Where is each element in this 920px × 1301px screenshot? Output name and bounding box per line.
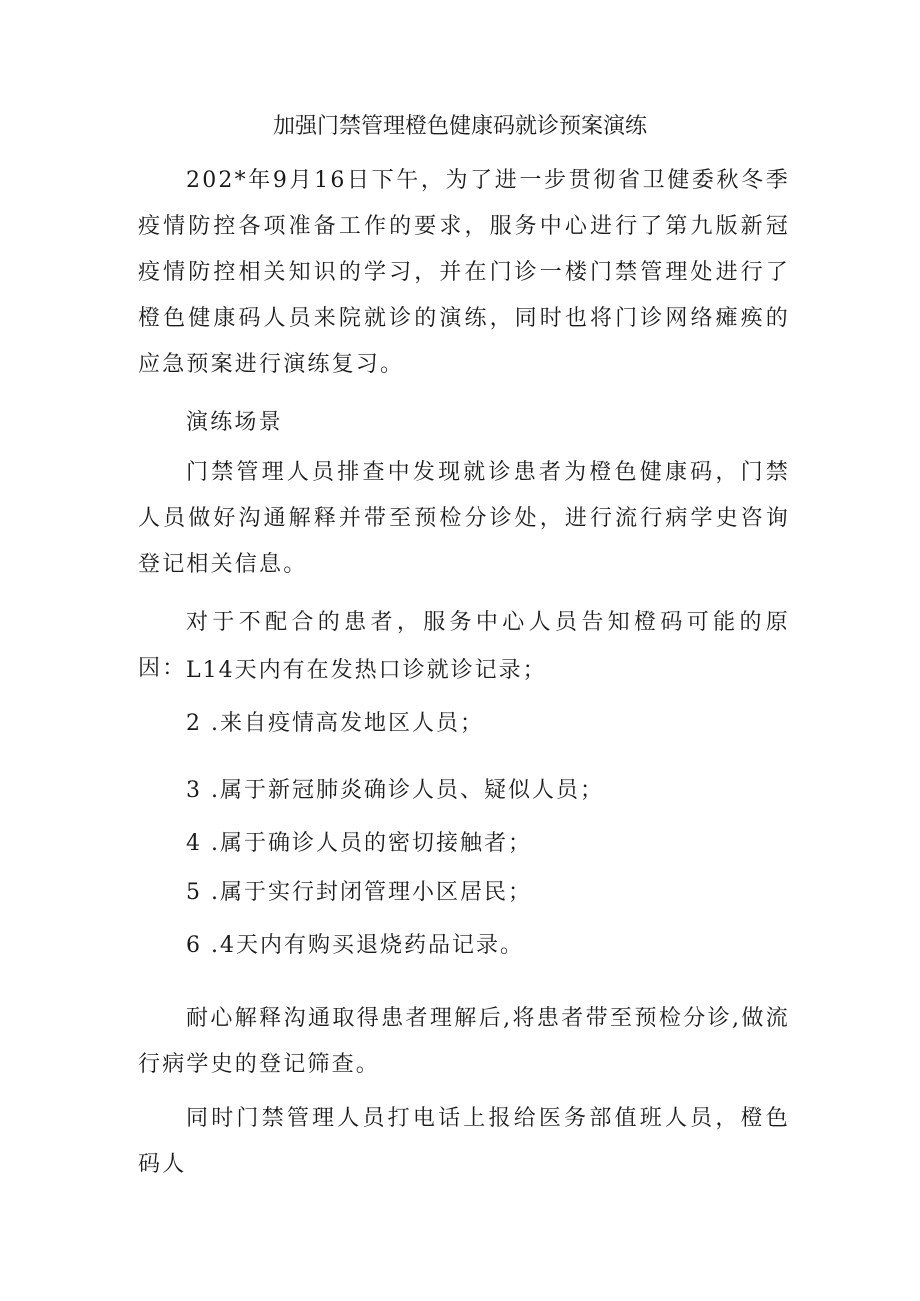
reason-list-item: 5 .属于实行封闭管理小区居民；	[186, 880, 532, 905]
scene-heading: 演练场景	[186, 410, 283, 435]
intro-paragraph: 202*年9月16日下午，为了进一步贯彻省卫健委秋冬季疫情防控各项准备工作的要求，服务中心进行了第九版新冠疫情防控相关知识的学习，并在门诊一楼门禁管理处进行了橙色健康码人员来院就诊的演练，同时也将门诊网络瘫痪的应急预案进行演练复习。	[138, 168, 790, 377]
document-title: 加强门禁管理橙色健康码就诊预案演练	[272, 114, 647, 139]
reason-list-item: 6 .4天内有购买退烧药品记录。	[186, 933, 524, 958]
reason-list-item: 2 .来自疫情高发地区人员；	[186, 711, 484, 736]
reason-list-item: L14天内有在发热口诊就诊记录；	[186, 658, 547, 683]
reason-list-item: 4 .属于确诊人员的密切接触者；	[186, 831, 532, 856]
reasons-intro-paragraph: 对于不配合的患者，服务中心人员告知橙码可能的原因：	[138, 610, 790, 681]
reason-list-item: 3 .属于新冠肺炎确诊人员、疑似人员；	[186, 778, 604, 803]
scene-paragraph: 门禁管理人员排查中发现就诊患者为橙色健康码，门禁人员做好沟通解释并带至预检分诊处，进行流行病学史咨询登记相关信息。	[138, 460, 790, 577]
report-paragraph: 同时门禁管理人员打电话上报给医务部值班人员，橙色码人	[138, 1106, 790, 1177]
after-explain-paragraph: 耐心解释沟通取得患者理解后,将患者带至预检分诊,做流行病学史的登记筛查。	[138, 1006, 790, 1077]
